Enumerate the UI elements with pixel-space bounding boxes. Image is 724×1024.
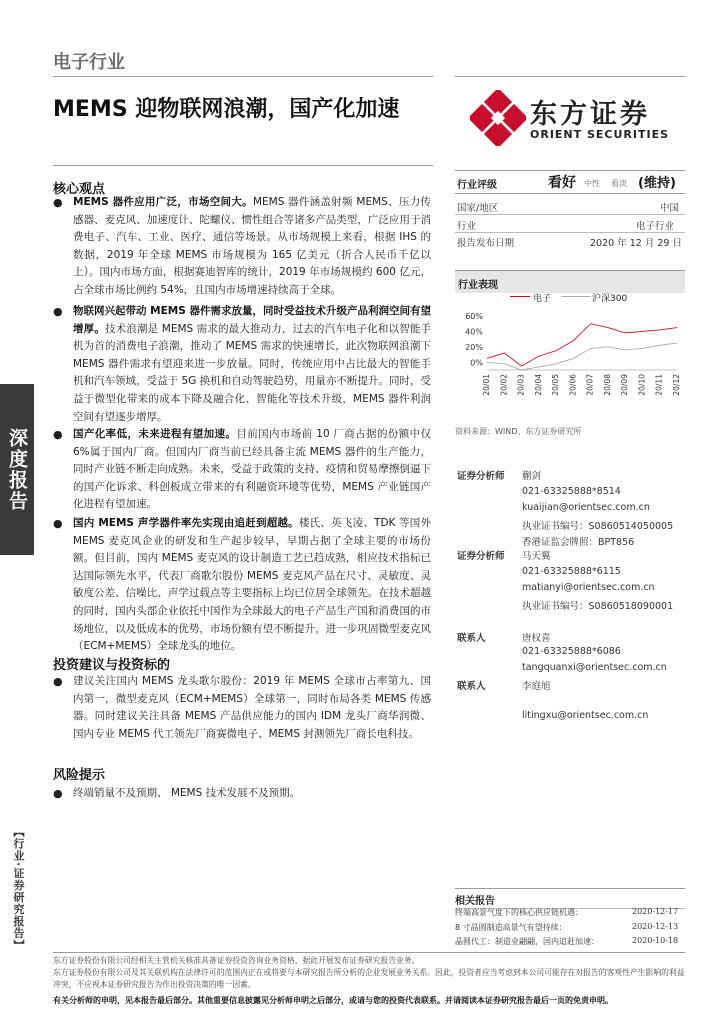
category-label: 【行业·证券研究报告】 (12, 826, 25, 952)
title-divider (53, 165, 433, 166)
core-bullet-3-bold: 国产化率低，未来进程有望加速。 (73, 428, 237, 440)
chart-source: 资料来源：WIND、东方证券研究所 (455, 427, 582, 436)
x-tick-label: 20/06 (568, 374, 578, 396)
series-line-csi300 (487, 343, 677, 370)
x-tick-label: 20/04 (533, 374, 543, 396)
analyst-1-hk-license: 香港证监会牌照：BPT856 (522, 537, 635, 548)
core-bullet-4-text: 楼氏、英飞凌、TDK 等国外 MEMS 麦克风企业的研发和生产起步较早，早期占据了全球主要的市场份额。但目前，国内 MEMS 麦克风的设计制造工艺已趋成熟，相应技术指标已达国际领先水平，代表厂商歌尔股份 MEMS 麦克风产品在尺寸、灵敏度、灵敏度公差、信噪比、声学过载点等主要指标上均已位居全球领先。在技术超越的同时，国内头部企业依托中国作为全球最大的电子产品生产国和消费国的市场地位，以及低成本的优势，市场份额有望不断提升，进一步巩固微型麦克风（ECM+MEMS）全球龙头的地位。 (73, 517, 431, 653)
related-heading: 相关报告 (455, 896, 495, 907)
related-item-2-date: 2020-12-13 (632, 922, 679, 931)
rating-status: (维持) (638, 176, 676, 191)
series-line-electronics (487, 324, 677, 366)
contact-1-name: 唐权喜 (522, 633, 551, 644)
x-tick-label: 20/05 (551, 374, 561, 396)
logo-text-en: ORIENT SECURITIES (530, 128, 670, 141)
investment-text: 建议关注国内 MEMS 龙头歌尔股份：2019 年 MEMS 全球市占率第九、国内第一，微型麦克风（ECM+MEMS）全球第一，同时布局各类 MEMS 传感器。同时建议关注具备 MEMS 产品供应能力的国内 IDM 龙头厂商华润微、国内专业 MEMS 代工领先厂商赛微电子、MEMS 封测领先厂商长电科技。 (73, 675, 431, 740)
y-tick-label: 40% (465, 327, 483, 337)
contact-2-email[interactable]: litingxu@orientsec.com.cn (522, 710, 649, 721)
core-bullet-2 (53, 303, 431, 426)
y-tick-label: 60% (465, 312, 483, 321)
category-label-box (6, 826, 30, 966)
info-country-key: 国家/地区 (457, 203, 499, 214)
info-divider (455, 214, 685, 215)
analyst-2-cert-label: 执业证书编号： (522, 601, 589, 612)
rating-value: 看好 (548, 175, 576, 191)
x-tick-label: 20/10 (637, 374, 647, 396)
legend-swatch-csi300 (562, 296, 590, 297)
core-bullet-3-text: 目前国内市场前 10 厂商占据的份额中仅 6%属于国内厂商。但国内厂商当前已经具备主流 MEMS 器件的生产能力，同时产业链不断走向成熟。未来，受益于政策的支持、疫情和贸易摩擦倒逼下的国产化诉求、科创板成立带来的有利融资环境等优势，MEMS 产业链国产化进程有望加速。 (73, 428, 431, 511)
risk-bullet (53, 785, 431, 803)
analyst-1-name: 蒯剑 (522, 471, 542, 482)
footer-line-3: 有关分析师的申明，见本报告最后部分。其他重要信息披露见分析师申明之后部分，或请与您的投资代表联系。并请阅读本证券研究报告最后一页的免责申明。 (53, 996, 613, 1005)
contact-1-email[interactable]: tangquanxi@orientsec.com.cn (522, 662, 667, 673)
bullet-dot-icon: ● (53, 675, 63, 688)
related-item-1-date: 2020-12-17 (632, 907, 679, 916)
analyst-1-cert: S0860514050005 (588, 521, 674, 532)
core-views-heading: 核心观点 (53, 182, 106, 197)
core-bullet-1 (53, 194, 431, 300)
legend-electronics: 电子 (533, 294, 552, 304)
bullet-dot-icon: ● (53, 517, 63, 530)
info-divider (455, 232, 685, 233)
contact-1-phone: 021-63325888*6086 (522, 646, 621, 657)
legend-csi300: 沪深300 (592, 294, 628, 304)
bullet-dot-icon: ● (53, 196, 63, 209)
analyst-2-name: 马天翼 (522, 551, 551, 562)
x-tick-label: 20/09 (620, 374, 630, 396)
rating-label: 行业评级 (457, 180, 497, 191)
bullet-dot-icon: ● (53, 787, 63, 800)
contact-2-name: 李庭旭 (522, 681, 551, 692)
performance-chart (455, 308, 685, 418)
analyst-2-role: 证券分析师 (457, 551, 505, 562)
analyst-1-role: 证券分析师 (457, 471, 505, 482)
analyst-1-cert-label: 执业证书编号： (522, 521, 589, 532)
footer-line-1: 东方证券股份有限公司经相关主管机关核准具备证券投资咨询业务资格，据此开展发布证券研究报告业务。 (53, 956, 420, 965)
report-type-label: 深度报告 (6, 427, 28, 512)
risk-heading: 风险提示 (53, 768, 106, 783)
y-tick-label: 20% (465, 342, 483, 352)
info-industry-value: 电子行业 (636, 221, 675, 232)
logo-mark-icon (470, 90, 526, 146)
x-tick-label: 20/01 (482, 374, 491, 396)
related-item-3[interactable]: 晶圆代工：制造业翩翩，国内追赶加速： (455, 937, 599, 946)
x-tick-label: 20/12 (672, 374, 681, 396)
investment-bullet (53, 673, 431, 743)
bullet-dot-icon: ● (53, 305, 63, 318)
investment-heading: 投资建议与投资标的 (53, 658, 171, 673)
info-date-value: 2020 年 12 月 29 日 (590, 238, 682, 249)
rating-option-bearish: 看淡 (611, 179, 627, 188)
x-tick-label: 20/11 (654, 374, 664, 396)
analyst-1-email[interactable]: kuaijian@orientsec.com.cn (522, 502, 650, 513)
header-divider (53, 76, 433, 77)
x-tick-label: 20/08 (602, 374, 612, 396)
report-title: MEMS 迎物联网浪潮，国产化加速 (53, 97, 400, 122)
related-item-1[interactable]: 终端高景气度下的核心供应链机遇： (455, 908, 583, 917)
related-item-2[interactable]: 8 寸晶圆制造高景气有望持续： (455, 923, 567, 932)
footer-divider (53, 952, 685, 953)
logo-text-cn: 东方证券 (530, 99, 650, 130)
core-bullet-4 (53, 515, 431, 656)
info-industry-key: 行业 (457, 221, 477, 232)
contact-1-role: 联系人 (457, 633, 486, 644)
core-bullet-3 (53, 426, 431, 514)
core-bullet-4-bold: 国内 MEMS 声学器件率先实现由追赶到超越。 (73, 517, 299, 529)
related-divider (455, 888, 685, 889)
analyst-2-email[interactable]: matianyi@orientsec.com.cn (522, 582, 655, 593)
core-bullet-2-text: 技术浪潮是 MEMS 需求的最大推动力，过去的汽车电子化和以智能手机为首的消费电子浪潮，推动了 MEMS 需求的快速增长，此次物联网浪潮下 MEMS 器件需求有望迎来进一步放量。同时，传统应用中占比最大的智能手机和汽车领域，受益于 5G 换机和自动驾驶趋势，用量亦不断提升。同时，受益于微型化带来的成本下降及融合化、智能化等技术升级，MEMS 器件利润空间有望逐步增厚。 (73, 322, 432, 423)
x-tick-label: 20/02 (499, 374, 509, 396)
analyst-2-phone: 021-63325888*6115 (522, 566, 621, 577)
core-bullet-1-bold: MEMS 器件应用广泛，市场空间大。 (73, 196, 253, 208)
y-tick-label: 0% (470, 358, 483, 368)
info-date-key: 报告发布日期 (457, 238, 515, 249)
x-tick-label: 20/03 (516, 374, 526, 396)
related-item-3-date: 2020-10-18 (632, 936, 679, 945)
core-bullet-1-text: MEMS 器件涵盖射频 MEMS、压力传感器、麦克风、加速度计、陀螺仪、惯性组合等诸多产品类型，广泛应用于消费电子、汽车、工业、医疗、通信等场景。从市场规模上来看，根据 IHS 的数据，2019 年全球 MEMS 市场规模为 165 亿美元（折合人民币千亿以上）。国内市场方面，根据赛迪智库的统计，2019 年市场规模约 600 亿元，占全球市场比例约 54%，且国内市场增速持续高于全球。 (73, 196, 431, 296)
legend-swatch-electronics (510, 296, 530, 297)
core-bullet-2-bold: 物联网兴起带动 MEMS 器件需求放量，同时受益技术升级产品利润空间有望增厚。 (73, 305, 431, 335)
industry-label: 电子行业 (53, 52, 125, 73)
footer-line-2: 东方证券股份有限公司及其关联机构在法律许可的范围内正在或将要与本研究报告所分析的企业发展业务关系。因此，投资者应当考虑到本公司可能存在对报告的客观性产生影响的利益冲突，不应视本证券研究报告为作出投资决策的唯一因素。 (53, 968, 685, 989)
performance-heading: 行业表现 (458, 280, 498, 291)
rating-option-neutral: 中性 (584, 179, 600, 188)
report-type-tab (0, 384, 34, 555)
risk-text: 终端销量不及预期、 MEMS 技术发展不及预期。 (73, 787, 301, 799)
bullet-dot-icon: ● (53, 428, 63, 441)
header-divider-right (455, 76, 685, 77)
x-tick-label: 20/07 (585, 374, 595, 396)
analyst-1-phone: 021-63325888*8514 (522, 486, 621, 497)
info-country-value: 中国 (660, 203, 680, 214)
contact-2-role: 联系人 (457, 681, 486, 692)
analyst-2-cert: S0860518090001 (588, 601, 674, 612)
